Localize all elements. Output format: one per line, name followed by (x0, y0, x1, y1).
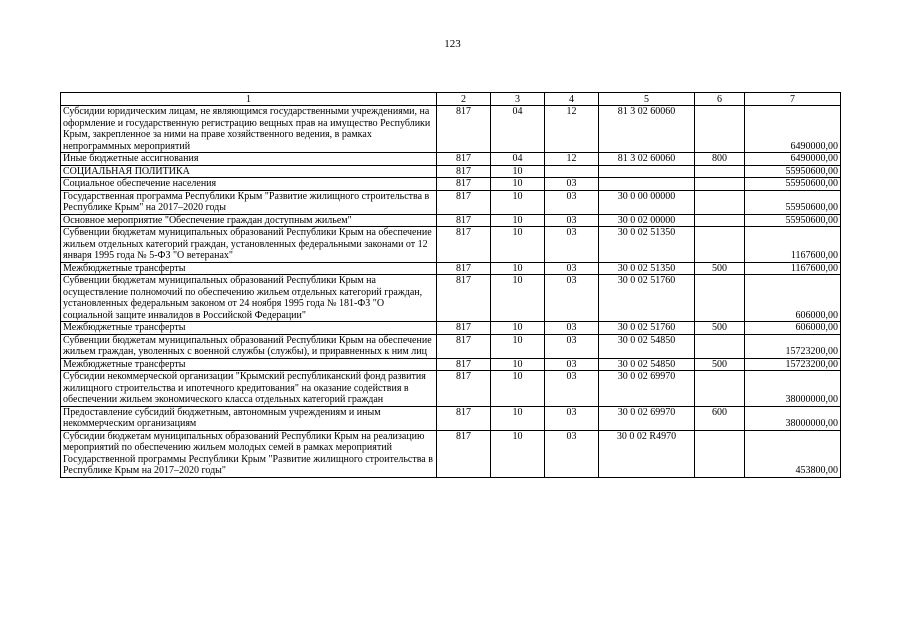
header-col-5: 5 (599, 93, 695, 106)
row-expense-type (695, 275, 745, 322)
row-subsection: 03 (545, 371, 599, 407)
budget-table (60, 92, 841, 478)
header-row (61, 93, 841, 106)
table-row (61, 106, 841, 153)
header-col-2: 2 (437, 93, 491, 106)
row-section: 04 (491, 153, 545, 166)
row-expense-type (695, 334, 745, 358)
row-name: Субвенции бюджетам муниципальных образований Республики Крым на обеспечение жильем отдельных категорий граждан, установленных федеральными законами от 12 января 1995 года № 5-ФЗ "О ветеранах" (61, 227, 437, 263)
row-subsection: 03 (545, 322, 599, 335)
row-amount: 1167600,00 (745, 227, 841, 263)
row-admin-code: 817 (437, 406, 491, 430)
row-amount: 6490000,00 (745, 153, 841, 166)
table-row (61, 322, 841, 335)
row-target-article: 81 3 02 60060 (599, 106, 695, 153)
row-section: 10 (491, 227, 545, 263)
table-row (61, 153, 841, 166)
row-subsection: 03 (545, 334, 599, 358)
row-subsection: 03 (545, 275, 599, 322)
row-expense-type (695, 165, 745, 178)
row-amount: 38000000,00 (745, 406, 841, 430)
row-target-article: 30 0 02 54850 (599, 358, 695, 371)
table-row (61, 227, 841, 263)
row-expense-type (695, 190, 745, 214)
row-admin-code: 817 (437, 153, 491, 166)
table-row (61, 275, 841, 322)
table-row (61, 430, 841, 477)
table-row (61, 165, 841, 178)
row-subsection: 03 (545, 262, 599, 275)
row-amount: 15723200,00 (745, 334, 841, 358)
row-name: СОЦИАЛЬНАЯ ПОЛИТИКА (61, 165, 437, 178)
row-admin-code: 817 (437, 165, 491, 178)
row-admin-code: 817 (437, 275, 491, 322)
row-amount: 1167600,00 (745, 262, 841, 275)
row-name: Предоставление субсидий бюджетным, автономным учреждениям и иным некоммерческим организациям (61, 406, 437, 430)
row-section: 10 (491, 275, 545, 322)
row-expense-type: 500 (695, 358, 745, 371)
row-target-article: 30 0 02 54850 (599, 334, 695, 358)
row-target-article: 30 0 02 51760 (599, 275, 695, 322)
table-row (61, 262, 841, 275)
row-expense-type (695, 371, 745, 407)
table-row (61, 406, 841, 430)
row-amount: 453800,00 (745, 430, 841, 477)
row-target-article: 30 0 02 69970 (599, 406, 695, 430)
row-expense-type (695, 178, 745, 191)
row-name: Межбюджетные трансферты (61, 358, 437, 371)
row-section: 10 (491, 190, 545, 214)
row-amount: 38000000,00 (745, 371, 841, 407)
row-subsection: 03 (545, 358, 599, 371)
table-row (61, 371, 841, 407)
row-amount: 55950600,00 (745, 214, 841, 227)
row-target-article: 30 0 02 51760 (599, 322, 695, 335)
row-target-article: 30 0 02 00000 (599, 214, 695, 227)
header-col-7: 7 (745, 93, 841, 106)
table-row (61, 358, 841, 371)
row-amount: 55950600,00 (745, 190, 841, 214)
header-col-6: 6 (695, 93, 745, 106)
row-admin-code: 817 (437, 358, 491, 371)
row-expense-type (695, 106, 745, 153)
row-name: Основное мероприятие "Обеспечение граждан доступным жильем" (61, 214, 437, 227)
row-name: Межбюджетные трансферты (61, 322, 437, 335)
row-subsection: 03 (545, 430, 599, 477)
row-name: Субвенции бюджетам муниципальных образований Республики Крым на обеспечение жильем граждан, уволенных с военной службы (службы), и приравненных к ним лиц (61, 334, 437, 358)
row-subsection: 12 (545, 106, 599, 153)
row-section: 10 (491, 322, 545, 335)
row-admin-code: 817 (437, 322, 491, 335)
row-subsection: 03 (545, 214, 599, 227)
row-section: 10 (491, 430, 545, 477)
header-col-4: 4 (545, 93, 599, 106)
row-section: 10 (491, 178, 545, 191)
table-row (61, 178, 841, 191)
row-target-article: 30 0 00 00000 (599, 190, 695, 214)
row-name: Субвенции бюджетам муниципальных образований Республики Крым на осуществление полномочий по обеспечению жильем отдельных категорий граждан, установленных федеральным законом от 24 ноября 1995 года № 181-ФЗ "О социальной защите инвалидов в Российской Федерации" (61, 275, 437, 322)
row-name: Государственная программа Республики Крым "Развитие жилищного строительства в Республике Крым" на 2017–2020 годы (61, 190, 437, 214)
header-col-1: 1 (61, 93, 437, 106)
row-admin-code: 817 (437, 227, 491, 263)
row-name: Межбюджетные трансферты (61, 262, 437, 275)
row-admin-code: 817 (437, 430, 491, 477)
row-target-article: 30 0 02 51350 (599, 262, 695, 275)
row-name: Иные бюджетные ассигнования (61, 153, 437, 166)
row-admin-code: 817 (437, 178, 491, 191)
table-row (61, 190, 841, 214)
row-amount: 606000,00 (745, 275, 841, 322)
row-expense-type: 600 (695, 406, 745, 430)
row-target-article: 81 3 02 60060 (599, 153, 695, 166)
row-amount: 55950600,00 (745, 165, 841, 178)
row-section: 04 (491, 106, 545, 153)
row-section: 10 (491, 262, 545, 275)
row-expense-type (695, 214, 745, 227)
page-number: 123 (444, 38, 461, 50)
row-section: 10 (491, 334, 545, 358)
header-col-3: 3 (491, 93, 545, 106)
row-subsection: 03 (545, 406, 599, 430)
row-name: Субсидии бюджетам муниципальных образований Республики Крым на реализацию мероприятий по обеспечению жильем молодых семей в рамках мероприятий Государственной программы Республики Крым "Развитие жилищного строительства в Республике Крым на 2017–2020 годы" (61, 430, 437, 477)
row-target-article: 30 0 02 R4970 (599, 430, 695, 477)
table-body (61, 106, 841, 478)
table-row (61, 214, 841, 227)
row-section: 10 (491, 214, 545, 227)
row-admin-code: 817 (437, 106, 491, 153)
row-expense-type (695, 430, 745, 477)
row-section: 10 (491, 165, 545, 178)
row-admin-code: 817 (437, 214, 491, 227)
row-target-article: 30 0 02 51350 (599, 227, 695, 263)
row-expense-type: 800 (695, 153, 745, 166)
row-target-article: 30 0 02 69970 (599, 371, 695, 407)
row-expense-type: 500 (695, 322, 745, 335)
row-target-article (599, 178, 695, 191)
row-subsection: 03 (545, 178, 599, 191)
row-name: Субсидии некоммерческой организации "Крымский республиканский фонд развития жилищного строительства и ипотечного кредитования" на оказание содействия в обеспечении жильем экономического класса отдельных категорий граждан (61, 371, 437, 407)
row-subsection: 03 (545, 190, 599, 214)
row-subsection: 12 (545, 153, 599, 166)
row-amount: 55950600,00 (745, 178, 841, 191)
row-name: Социальное обеспечение населения (61, 178, 437, 191)
row-admin-code: 817 (437, 334, 491, 358)
row-admin-code: 817 (437, 262, 491, 275)
row-name: Субсидии юридическим лицам, не являющимся государственными учреждениями, на оформление и государственную регистрацию вещных прав на имущество Республики Крым, закрепленное за ними на праве хозяйственного ведения, в рамках непрограммных мероприятий (61, 106, 437, 153)
row-section: 10 (491, 406, 545, 430)
row-amount: 15723200,00 (745, 358, 841, 371)
row-subsection (545, 165, 599, 178)
row-target-article (599, 165, 695, 178)
row-admin-code: 817 (437, 371, 491, 407)
row-amount: 6490000,00 (745, 106, 841, 153)
row-admin-code: 817 (437, 190, 491, 214)
row-section: 10 (491, 371, 545, 407)
row-expense-type: 500 (695, 262, 745, 275)
row-expense-type (695, 227, 745, 263)
table-row (61, 334, 841, 358)
row-amount: 606000,00 (745, 322, 841, 335)
row-subsection: 03 (545, 227, 599, 263)
row-section: 10 (491, 358, 545, 371)
